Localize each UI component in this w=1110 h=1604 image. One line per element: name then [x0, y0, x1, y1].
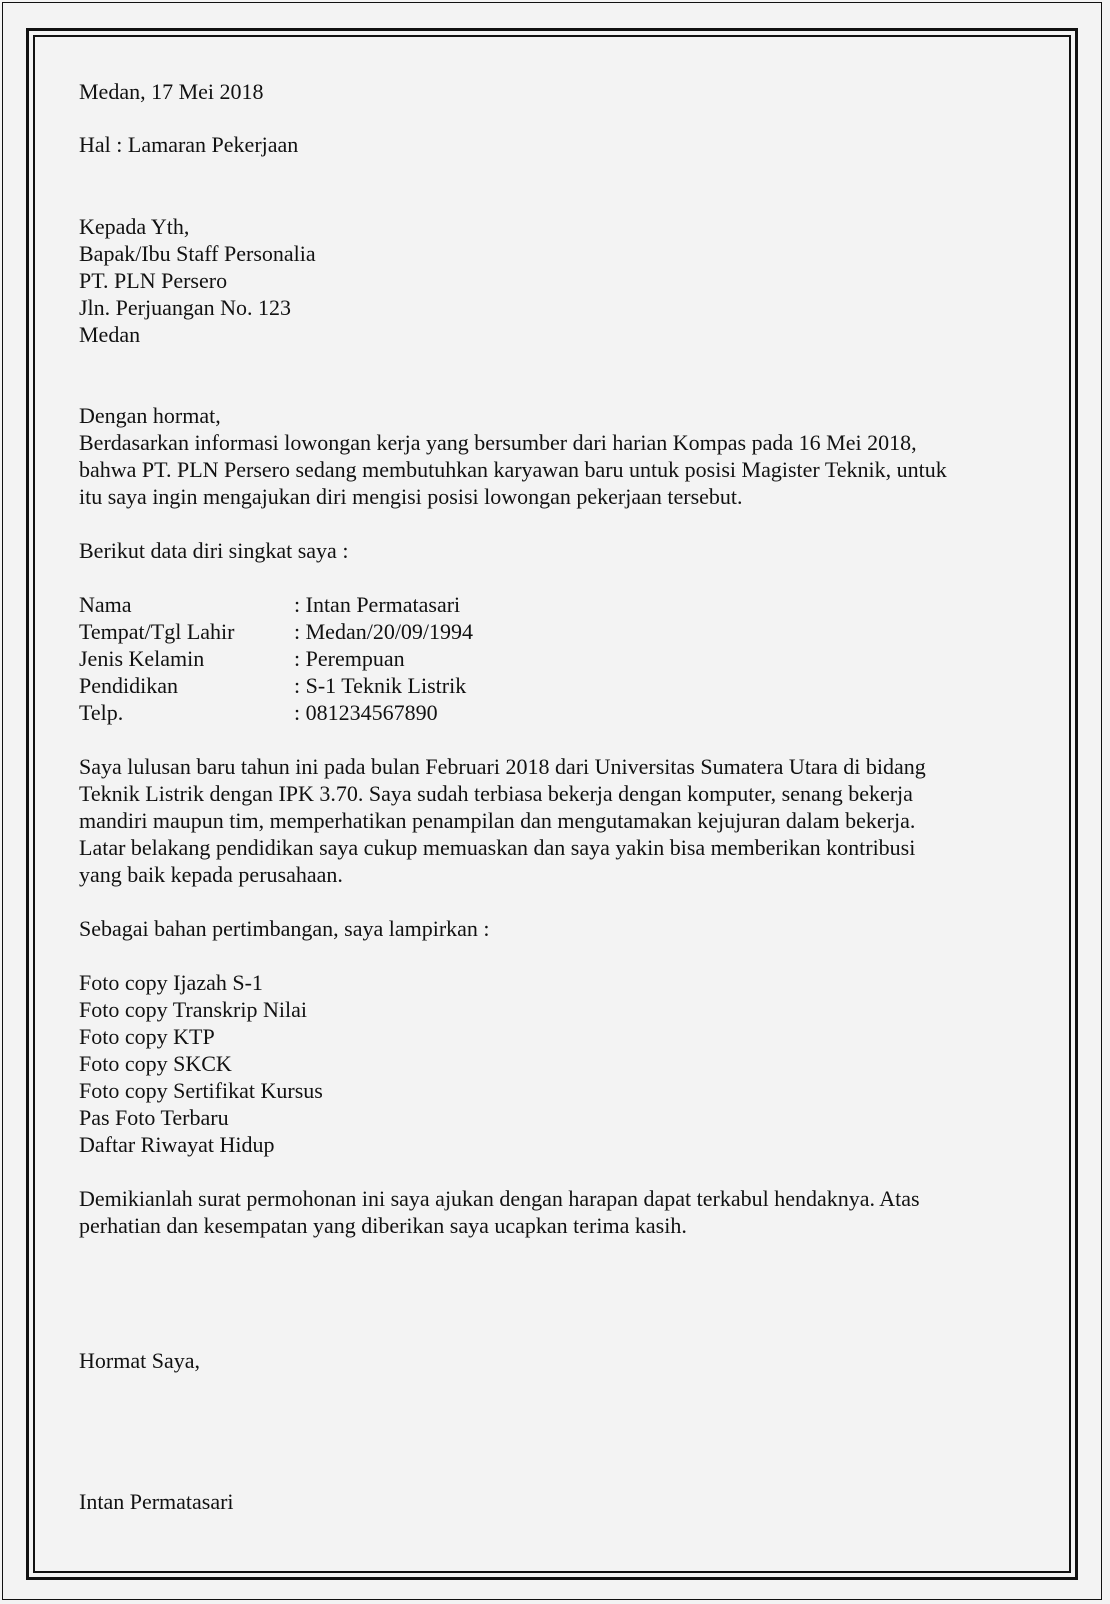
greeting: Dengan hormat,: [79, 403, 221, 428]
personal-data-value: : Intan Permatasari: [294, 592, 461, 617]
personal-data-value: : Perempuan: [294, 646, 405, 671]
personal-data-label: Telp.: [79, 700, 124, 725]
recipient-line: Medan: [79, 322, 141, 347]
personal-data-label: Jenis Kelamin: [79, 646, 205, 671]
personal-data-label: Nama: [79, 592, 132, 617]
intro-line: Berdasarkan informasi lowongan kerja yang bersumber dari harian Kompas pada 16 Mei 2018,: [79, 430, 917, 455]
personal-data-label: Tempat/Tgl Lahir: [79, 619, 235, 644]
personal-data-value: : Medan/20/09/1994: [294, 619, 474, 644]
background-line: Latar belakang pendidikan saya cukup memuaskan dan saya yakin bisa memberikan kontribusi: [79, 835, 916, 860]
attachment-item: Foto copy Transkrip Nilai: [79, 997, 307, 1022]
closing-line: Demikianlah surat permohonan ini saya ajukan dengan harapan dapat terkabul hendaknya. Atas: [79, 1186, 920, 1211]
personal-data-value: : 081234567890: [294, 700, 438, 725]
closing-line: perhatian dan kesempatan yang diberikan saya ucapkan terima kasih.: [79, 1213, 687, 1238]
attachment-item: Foto copy Ijazah S-1: [79, 970, 263, 995]
personal-data-label: Pendidikan: [79, 673, 178, 698]
attachment-item: Foto copy SKCK: [79, 1051, 232, 1076]
intro-line: itu saya ingin mengajukan diri mengisi posisi lowongan pekerjaan tersebut.: [79, 484, 743, 509]
recipient-line: PT. PLN Persero: [79, 268, 228, 293]
subject-line: Hal : Lamaran Pekerjaan: [79, 132, 299, 157]
personal-data-value: : S-1 Teknik Listrik: [294, 673, 467, 698]
background-line: Saya lulusan baru tahun ini pada bulan Februari 2018 dari Universitas Sumatera Utara di bidang: [79, 754, 926, 779]
attachment-item: Foto copy KTP: [79, 1024, 215, 1049]
attachments-intro: Sebagai bahan pertimbangan, saya lampirkan :: [79, 916, 490, 941]
attachment-item: Foto copy Sertifikat Kursus: [79, 1078, 323, 1103]
background-line: yang baik kepada perusahaan.: [79, 862, 343, 887]
place-date: Medan, 17 Mei 2018: [79, 79, 264, 104]
attachment-item: Pas Foto Terbaru: [79, 1105, 229, 1130]
background-line: mandiri maupun tim, memperhatikan penampilan dan mengutamakan kejujuran dalam bekerja.: [79, 808, 916, 833]
recipient-line: Kepada Yth,: [79, 214, 190, 239]
recipient-line: Bapak/Ibu Staff Personalia: [79, 241, 316, 266]
sign-off: Hormat Saya,: [79, 1348, 200, 1373]
signatory-name: Intan Permatasari: [79, 1489, 234, 1514]
intro-line: bahwa PT. PLN Persero sedang membutuhkan karyawan baru untuk posisi Magister Teknik, untuk: [79, 457, 947, 482]
background-line: Teknik Listrik dengan IPK 3.70. Saya sudah terbiasa bekerja dengan komputer, senang bekerja: [79, 781, 913, 806]
attachment-item: Daftar Riwayat Hidup: [79, 1132, 275, 1157]
data-intro: Berikut data diri singkat saya :: [79, 538, 349, 563]
recipient-line: Jln. Perjuangan No. 123: [79, 295, 292, 320]
